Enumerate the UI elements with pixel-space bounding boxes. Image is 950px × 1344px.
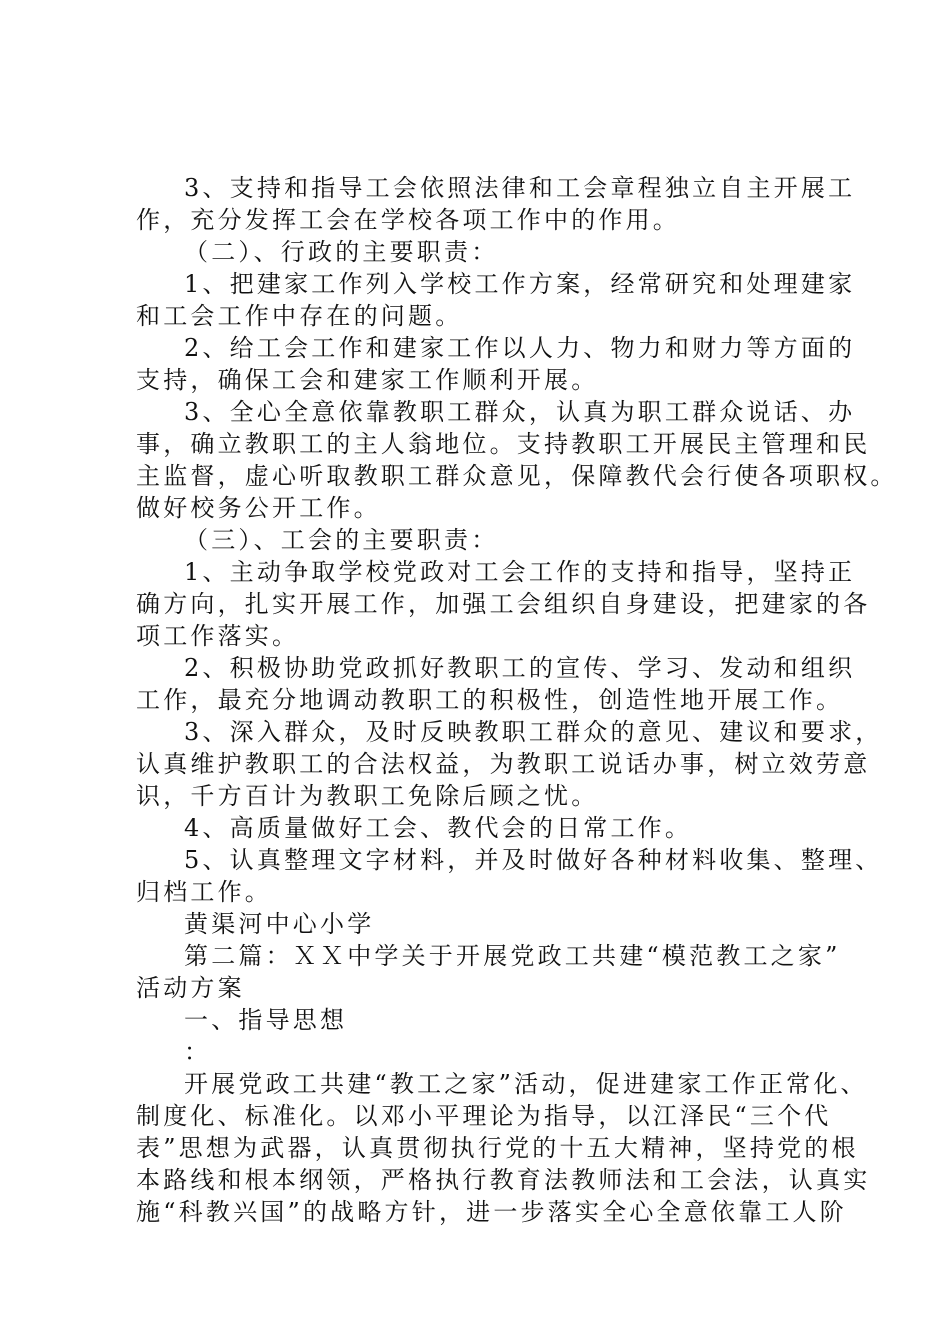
- text-line: 归档工作。: [136, 878, 272, 906]
- text-line: 制度化、标准化。以邓小平理论为指导，以江泽民“三个代: [136, 1102, 832, 1130]
- text-line: 第二篇：ＸＸ中学关于开展党政工共建“模范教工之家”: [184, 942, 841, 970]
- text-line: 2、给工会工作和建家工作以人力、物力和财力等方面的: [184, 334, 856, 362]
- text-line: 识，千方百计为教职工免除后顾之忧。: [136, 782, 599, 810]
- text-line: （三）、工会的主要职责：: [184, 526, 499, 554]
- text-line: 黄渠河中心小学: [184, 910, 375, 938]
- text-line: 3、全心全意依靠教职工群众，认真为职工群众说话、办: [184, 398, 856, 426]
- text-line: 2、积极协助党政抓好教职工的宣传、学习、发动和组织: [184, 654, 856, 682]
- text-line: 事，确立教职工的主人翁地位。支持教职工开展民主管理和民: [136, 430, 871, 458]
- text-line: ：: [184, 1038, 212, 1066]
- text-line: 作，充分发挥工会在学校各项工作中的作用。: [136, 206, 680, 234]
- text-line: 一、指导思想: [184, 1006, 348, 1034]
- text-line: 表”思想为武器，认真贯彻执行党的十五大精神，坚持党的根: [136, 1134, 859, 1162]
- text-line: 5、认真整理文字材料，并及时做好各种材料收集、整理、: [184, 846, 883, 874]
- text-line: 确方向，扎实开展工作，加强工会组织自身建设，把建家的各: [136, 590, 871, 618]
- text-line: 和工会工作中存在的问题。: [136, 302, 463, 330]
- text-line: 认真维护教职工的合法权益，为教职工说话办事，树立效劳意: [136, 750, 871, 778]
- text-line: 1、主动争取学校党政对工会工作的支持和指导，坚持正: [184, 558, 856, 586]
- text-line: 活动方案: [136, 974, 245, 1002]
- text-line: 工作，最充分地调动教职工的积极性，创造性地开展工作。: [136, 686, 844, 714]
- text-line: 本路线和根本纲领，严格执行教育法教师法和工会法，认真实: [136, 1166, 871, 1194]
- text-line: 3、深入群众，及时反映教职工群众的意见、建议和要求，: [184, 718, 883, 746]
- text-line: 3、支持和指导工会依照法律和工会章程独立自主开展工: [184, 174, 856, 202]
- text-line: （二）、行政的主要职责：: [184, 238, 499, 266]
- text-line: 支持，确保工会和建家工作顺利开展。: [136, 366, 599, 394]
- text-line: 开展党政工共建“教工之家”活动，促进建家工作正常化、: [184, 1070, 868, 1098]
- document-body: [136, 172, 898, 1228]
- text-line: 1、把建家工作列入学校工作方案，经常研究和处理建家: [184, 270, 856, 298]
- text-line: 做好校务公开工作。: [136, 494, 381, 522]
- text-line: 项工作落实。: [136, 622, 300, 650]
- text-line: 4、高质量做好工会、教代会的日常工作。: [184, 814, 693, 842]
- text-line: 施“科教兴国”的战略方针，进一步落实全心全意依靠工人阶: [136, 1198, 847, 1226]
- text-line: 主监督，虚心听取教职工群众意见，保障教代会行使各项职权。: [136, 462, 898, 490]
